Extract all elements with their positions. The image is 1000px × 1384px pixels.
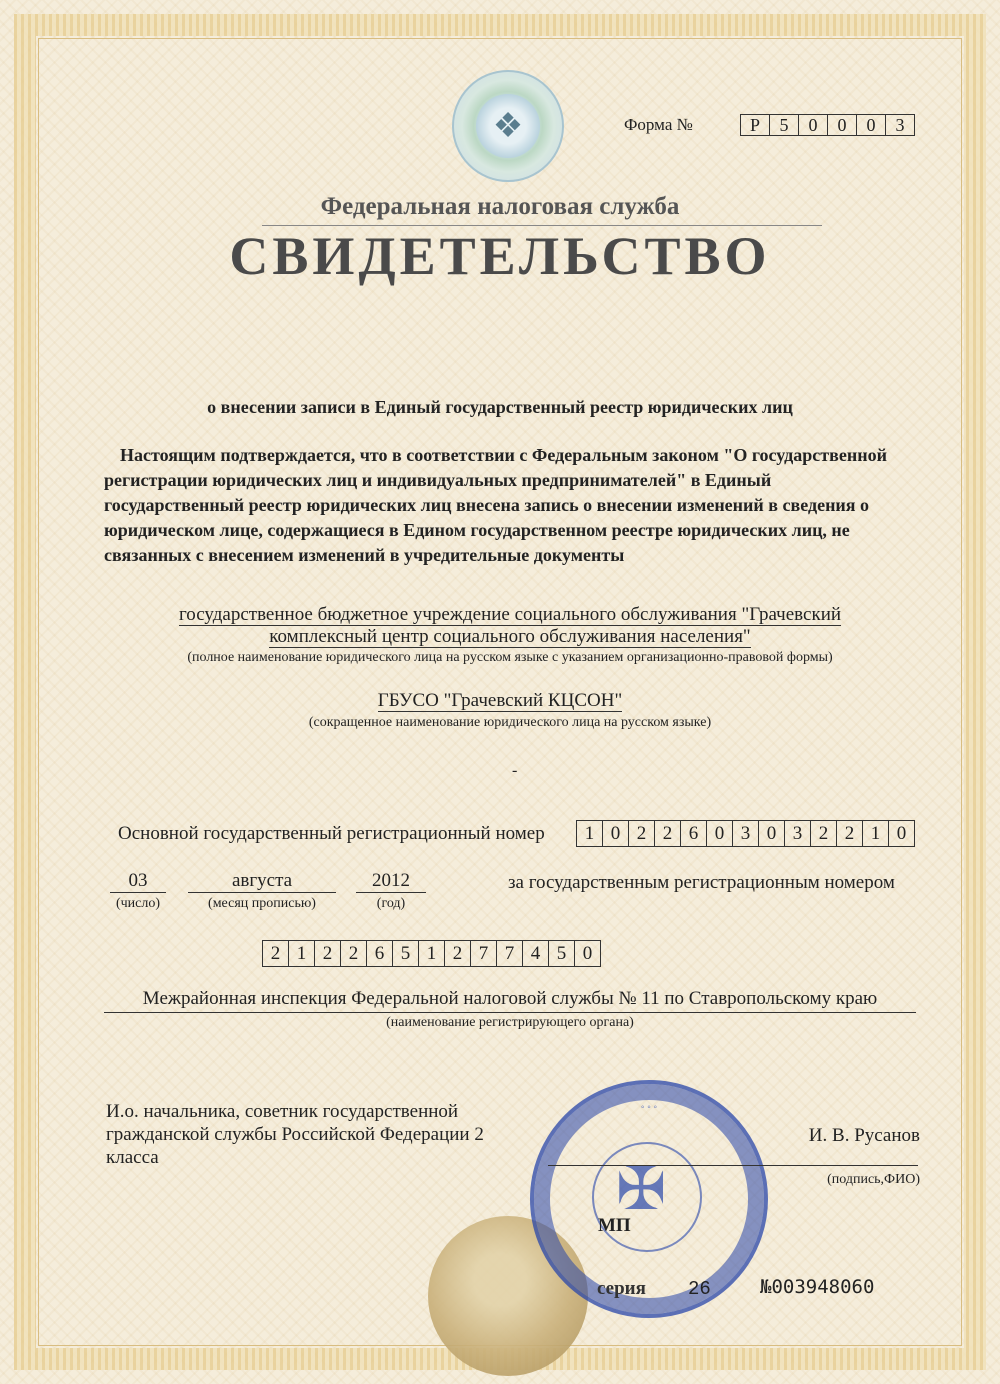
grn-digit: 2 (445, 941, 471, 966)
eagle-icon: ❖ (476, 94, 540, 158)
org-full-name (110, 604, 910, 648)
ogrn-digit: 0 (707, 821, 733, 846)
agency-name: Федеральная налоговая служба (320, 193, 680, 220)
blank-number: №003948060 (760, 1276, 875, 1298)
ogrn-digit: 0 (603, 821, 629, 846)
document-subtitle: о внесении записи в Единый государственный реестр юридических лиц (207, 397, 793, 417)
month-caption: (месяц прописью) (208, 896, 316, 911)
org-full-caption: (полное наименование юридического лица на русском языке с указанием организационно-правовой формы) (187, 650, 833, 665)
form-code-cell: 0 (799, 115, 828, 135)
grn-digit: 5 (393, 941, 419, 966)
ogrn-digit: 2 (655, 821, 681, 846)
form-code-cell: 0 (828, 115, 857, 135)
grn-digit: 7 (471, 941, 497, 966)
grn-digit: 2 (263, 941, 289, 966)
grn-label: за государственным регистрационным номером (508, 872, 895, 893)
signer-position: И.о. начальника, советник государственной гражданской службы Российской Федерации 2 класса (106, 1101, 484, 1168)
form-code-cell: 3 (895, 115, 905, 135)
ogrn-digit: 1 (863, 821, 889, 846)
date-year: 2012 (356, 870, 426, 893)
date-month: августа (188, 870, 336, 893)
org-short-text: ГБУСО "Грачевский КЦСОН" (377, 690, 623, 711)
grn-digit: 0 (582, 943, 593, 964)
ogrn-number (576, 820, 915, 847)
form-code-cell: 0 (857, 115, 886, 135)
ogrn-digit: 0 (759, 821, 785, 846)
stamp-eagle-icon: ✠ (616, 1156, 667, 1222)
mp-mark: МП (598, 1215, 631, 1236)
series-value: 26 (688, 1278, 711, 1300)
ogrn-digit: 3 (785, 821, 811, 846)
day-caption: (число) (115, 896, 161, 911)
hologram-emblem (452, 70, 564, 182)
registering-authority: Межрайонная инспекция Федеральной налоговой службы № 11 по Ставропольскому краю (104, 988, 916, 1013)
year-caption: (год) (376, 896, 406, 911)
grn-digit: 1 (419, 941, 445, 966)
org-full-line1: государственное бюджетное учреждение социального обслуживания "Грачевский (178, 604, 842, 625)
org-short-name (0, 690, 1000, 712)
ogrn-digit: 3 (733, 821, 759, 846)
ogrn-digit: 2 (837, 821, 863, 846)
grn-digit: 2 (341, 941, 367, 966)
ogrn-digit: 2 (629, 821, 655, 846)
form-label: Форма № (624, 115, 693, 134)
grn-digit: 2 (315, 941, 341, 966)
ogrn-label: Основной государственный регистрационный номер (118, 823, 545, 844)
grn-digit: 1 (289, 941, 315, 966)
ogrn-digit: 2 (811, 821, 837, 846)
date-day: 03 (110, 870, 166, 893)
official-stamp (530, 1080, 768, 1318)
signature-line (548, 1165, 918, 1166)
series-label: серия (597, 1278, 646, 1299)
signer-name: И. В. Русанов (808, 1125, 920, 1146)
document-title: СВИДЕТЕЛЬСТВО (229, 226, 771, 286)
ogrn-digit: 0 (896, 823, 907, 844)
statement-paragraph (104, 443, 914, 568)
form-code-cell: 5 (770, 115, 799, 135)
ogrn-digit: 6 (681, 821, 707, 846)
grn-digit: 6 (367, 941, 393, 966)
grn-digit: 5 (549, 941, 575, 966)
stamp-text: ◦ ◦ ◦ (640, 1102, 658, 1113)
statement-text: Настоящим подтверждается, что в соответствии с Федеральным законом "О государственной регистрации юридических лиц и индивидуальных предпринимателей" в Единый государственный реестр юридических лиц внесена запись о внесении изменений в сведения о юридическом лице, содержащиеся в Едином государственном реестре юридических лиц, не связанных с внесением изменений в учредительные документы (104, 445, 887, 565)
empty-dash: - (512, 762, 518, 779)
grn-digit: 7 (497, 941, 523, 966)
signature-caption: (подпись,ФИО) (827, 1172, 920, 1187)
authority-caption: (наименование регистрирующего органа) (386, 1015, 634, 1030)
org-short-caption: (сокращенное наименование юридического лица на русском языке) (308, 715, 712, 730)
grn-digit: 4 (523, 941, 549, 966)
ogrn-digit: 1 (577, 821, 603, 846)
form-code-cell: Р (741, 115, 770, 135)
form-code (740, 114, 915, 136)
org-full-line2: комплексный центр социального обслуживания населения" (269, 626, 751, 647)
grn-number (262, 940, 601, 967)
